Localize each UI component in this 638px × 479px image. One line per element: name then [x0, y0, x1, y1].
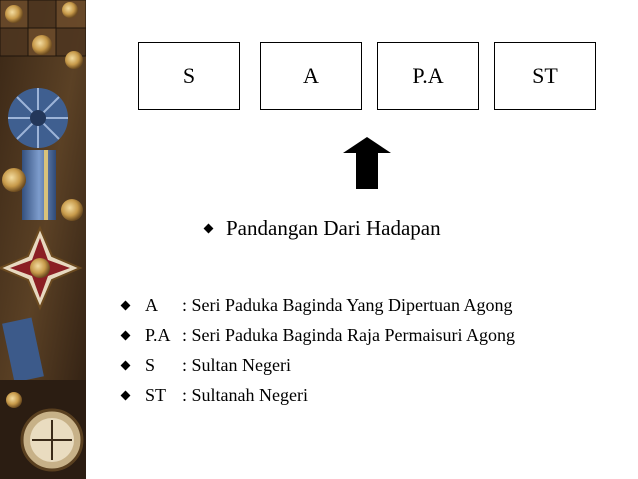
seat-box-label: A: [303, 63, 319, 88]
seat-box-s: [138, 42, 240, 110]
diamond-bullet-icon: [121, 360, 131, 370]
legend-item: [120, 320, 620, 350]
legend-definition: : Seri Paduka Baginda Raja Permaisuri Agong: [182, 324, 515, 345]
legend-item: [120, 290, 620, 320]
legend-abbr: P.A: [145, 324, 171, 345]
seat-box-label: P.A: [412, 63, 444, 88]
diamond-bullet-icon: [121, 390, 131, 400]
legend-definition: : Sultan Negeri: [182, 354, 291, 375]
legend-item: [120, 350, 620, 380]
up-arrow-icon: [343, 137, 391, 189]
front-view-caption: [205, 213, 441, 243]
diamond-bullet-icon: [204, 223, 214, 233]
diamond-bullet-icon: [121, 300, 131, 310]
legend-list: [120, 290, 620, 410]
seat-box-a: [260, 42, 362, 110]
seat-box-st: [494, 42, 596, 110]
seating-arrangement: [0, 0, 638, 120]
legend-definition: : Seri Paduka Baginda Yang Dipertuan Agong: [182, 294, 513, 315]
legend-abbr: ST: [145, 384, 167, 405]
legend-item: [120, 380, 620, 410]
seat-box-label: ST: [532, 63, 558, 88]
seat-box-label: S: [182, 63, 196, 88]
seat-box-pa: [377, 42, 479, 110]
legend-abbr: S: [145, 354, 156, 375]
diamond-bullet-icon: [121, 330, 131, 340]
legend-abbr: A: [145, 294, 158, 315]
front-view-label: Pandangan Dari Hadapan: [226, 215, 441, 240]
legend-definition: : Sultanah Negeri: [182, 384, 308, 405]
